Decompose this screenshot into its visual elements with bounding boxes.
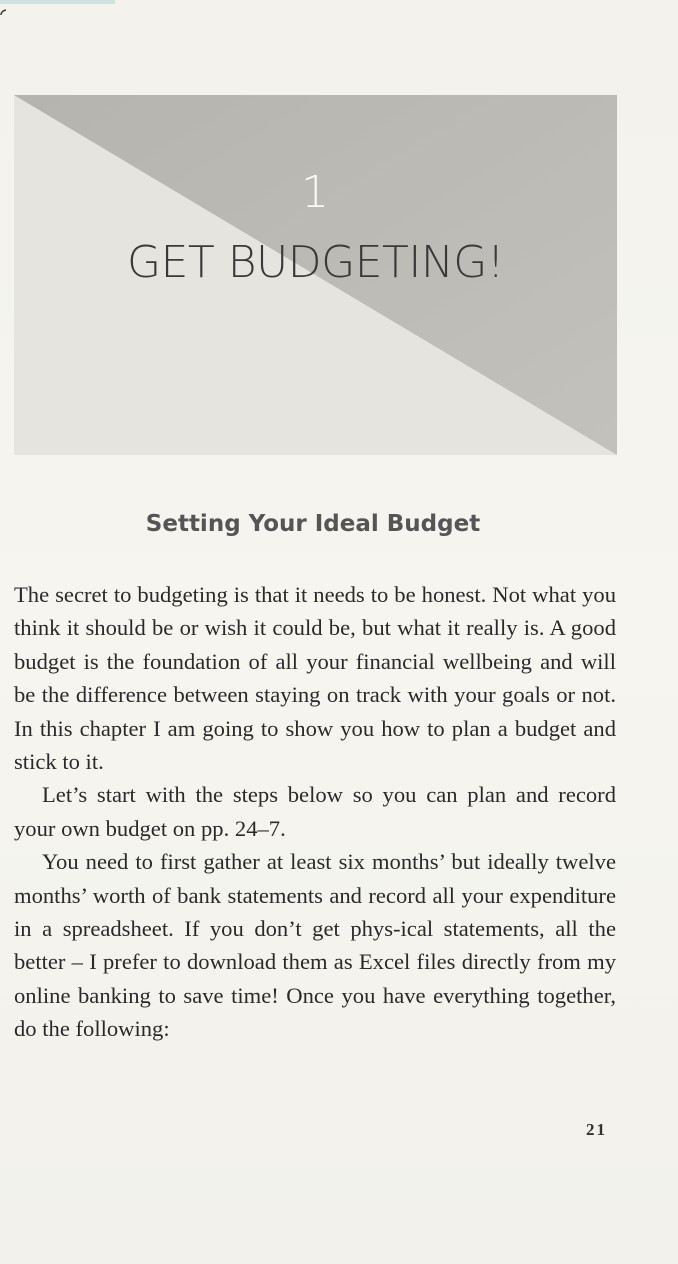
chapter-title: GET BUDGETING! xyxy=(126,237,505,288)
body-text xyxy=(14,578,616,1046)
chapter-banner xyxy=(14,95,617,455)
chapter-number: 1 xyxy=(301,167,330,218)
page-number: 21 xyxy=(586,1120,607,1139)
pen-mark-icon xyxy=(0,8,8,22)
paragraph: The secret to budgeting is that it needs to be honest. Not what you think it should be or wish it could be, but what it really is. A good budget is the foundation of all your financial wellbeing and will be the difference between staying on track with your goals or not. In this chapter I am going to show you how to plan a budget and stick to it. xyxy=(14,582,616,775)
section-heading: Setting Your Ideal Budget xyxy=(145,511,481,537)
paragraph: You need to first gather at least six months’ but ideally twelve months’ worth of bank statements and record all your expenditure in a spreadsheet. If you don’t get phys-ical statements, all the better – I prefer to download them as Excel files directly from my online banking to save time! Once you have everything together, do the following: xyxy=(14,849,616,1042)
scan-edge-mark xyxy=(0,0,115,4)
paragraph: Let’s start with the steps below so you can plan and record your own budget on pp. 24–7. xyxy=(14,782,616,841)
